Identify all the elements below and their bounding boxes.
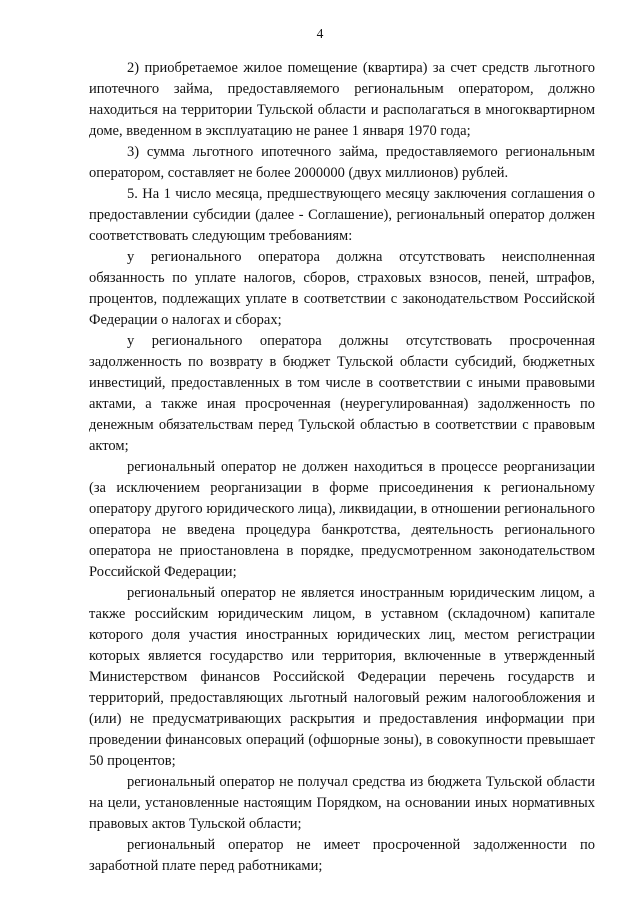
paragraph-requirement-no-other-funds: региональный оператор не получал средства из бюджета Тульской области на цели, установленные настоящим Порядком, на основании иных нормативных правовых актов Тульской области; — [89, 774, 595, 832]
paragraph-item-3: 3) сумма льготного ипотечного займа, предоставляемого региональным оператором, составляет не более 2000000 (двух миллионов) рублей. — [89, 144, 595, 181]
paragraph-section-5: 5. На 1 число месяца, предшествующего месяцу заключения соглашения о предоставлении субсидии (далее - Соглашение), региональный оператор должен соответствовать следующим требованиям: — [89, 186, 595, 244]
paragraph-requirement-taxes: у регионального оператора должна отсутствовать неисполненная обязанность по уплате налогов, сборов, страховых взносов, пеней, штрафов, процентов, подлежащих уплате в соответствии с законодательством Российской Федерации о налогах и сборах; — [89, 249, 595, 328]
paragraph-item-2: 2) приобретаемое жилое помещение (квартира) за счет средств льготного ипотечного займа, предоставляемого региональным оператором, должно находиться на территории Тульской области и располагаться в многоквартирном доме, введенном в эксплуатацию не ранее 1 января 1970 года; — [89, 60, 595, 139]
paragraph-requirement-foreign-entity: региональный оператор не является иностранным юридическим лицом, а также российским юридическим лицом, в уставном (складочном) капитале которого доля участия иностранных юридических лиц, местом регистрации которых является государство или территория, включенные в утвержденный Министерством финансов Российской Федерации перечень государств и территорий, предоставляющих льготный налоговый режим налогообложения и (или) не предусматривающих раскрытия и предоставления информации при проведении финансовых операций (офшорные зоны), в совокупности превышает 50 процентов; — [89, 585, 595, 769]
paragraph-requirement-reorganization: региональный оператор не должен находиться в процессе реорганизации (за исключением реорганизации в форме присоединения к региональному оператору другого юридического лица), ликвидации, в отношении регионального оператора не введена процедура банкротства, деятельность регионального оператора не приостановлена в порядке, предусмотренном законодательством Российской Федерации; — [89, 459, 595, 580]
document-body — [89, 58, 595, 877]
page-number: 4 — [316, 26, 324, 41]
paragraph-requirement-wages: региональный оператор не имеет просроченной задолженности по заработной плате перед работниками; — [89, 837, 595, 874]
paragraph-requirement-debts: у регионального оператора должны отсутствовать просроченная задолженность по возврату в бюджет Тульской области субсидий, бюджетных инвестиций, предоставленных в том числе в соответствии с иными правовыми актами, а также иная просроченная (неурегулированная) задолженность по денежным обязательствам перед Тульской областью в соответствии с правовым актом; — [89, 333, 595, 454]
